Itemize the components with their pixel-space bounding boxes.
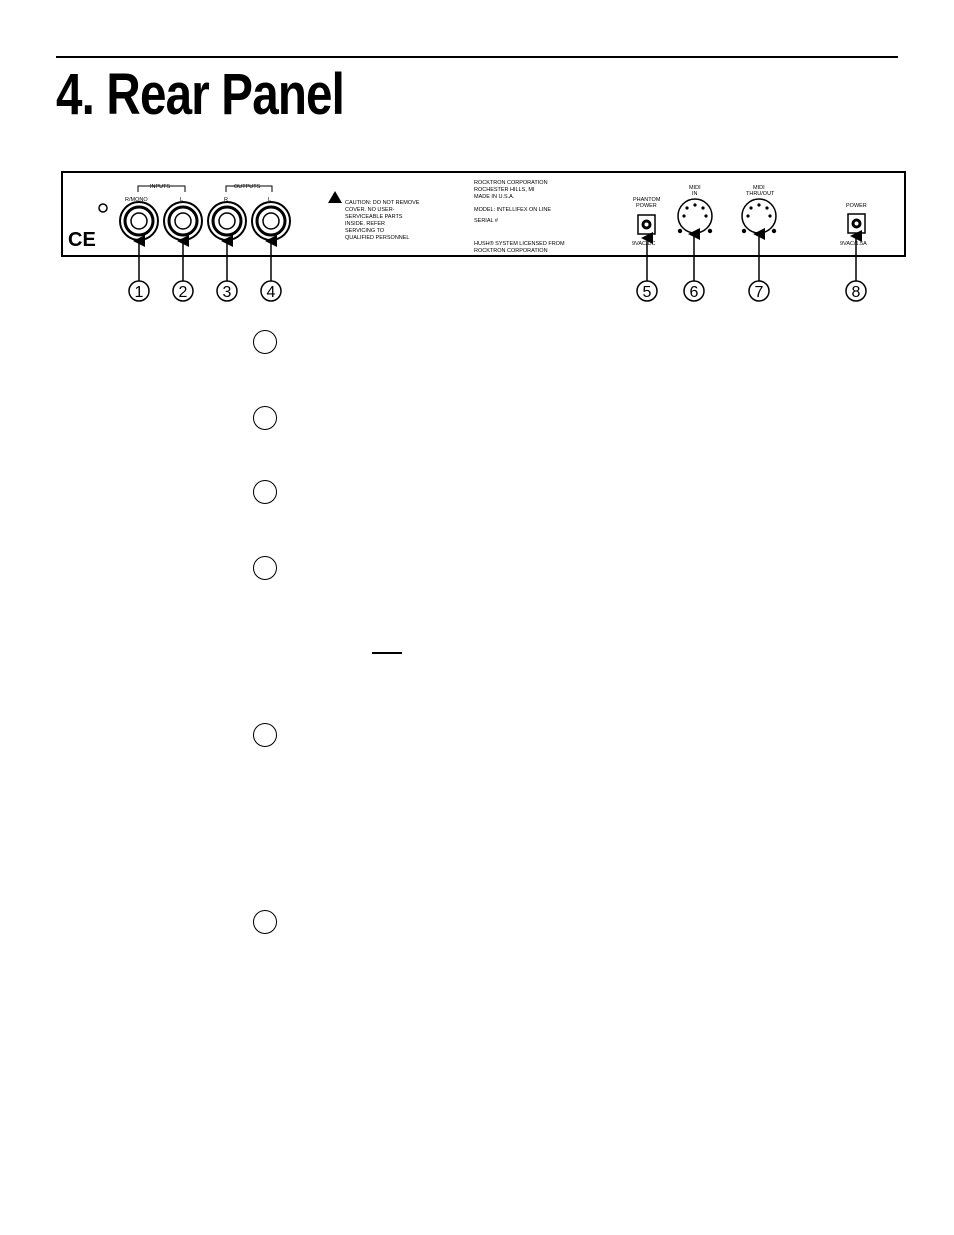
svg-text:QUALIFIED PERSONNEL: QUALIFIED PERSONNEL (345, 235, 410, 241)
svg-text:2: 2 (178, 284, 188, 301)
callout-2 (173, 281, 193, 301)
section-marker-6 (253, 910, 277, 934)
input-r-mono-label: R/MONO (125, 197, 148, 203)
svg-text:ROCHESTER HILLS, MI: ROCHESTER HILLS, MI (474, 187, 535, 193)
power-label: POWER (846, 203, 867, 209)
output-r-label: R (224, 197, 228, 203)
svg-text:COVER. NO USER-: COVER. NO USER- (345, 207, 395, 213)
svg-text:MADE IN U.S.A.: MADE IN U.S.A. (474, 194, 515, 200)
svg-text:1: 1 (134, 284, 144, 301)
svg-text:CAUTION: DO NOT REMOVE: CAUTION: DO NOT REMOVE (345, 200, 420, 206)
phantom-power-rating: 9VAC/DC (632, 241, 656, 247)
svg-text:HUSH® SYSTEM LICENSED FROM: HUSH® SYSTEM LICENSED FROM (474, 241, 565, 247)
svg-text:3: 3 (222, 284, 232, 301)
callout-7 (749, 281, 769, 301)
inputs-label: INPUTS (150, 184, 171, 190)
callout-8 (846, 281, 866, 301)
section-marker-5 (253, 723, 277, 747)
svg-text:5: 5 (642, 284, 652, 301)
svg-text:7: 7 (754, 284, 764, 301)
callout-1 (129, 281, 149, 301)
callout-4 (261, 281, 281, 301)
callout-6 (684, 281, 704, 301)
callout-3 (217, 281, 237, 301)
midi-in-label-line2: IN (692, 191, 698, 197)
section-marker-4 (253, 556, 277, 580)
underline-mark (372, 652, 402, 654)
callout-5 (637, 281, 657, 301)
rear-panel-diagram (0, 0, 954, 320)
midi-thru-label-line1: MIDI (753, 185, 765, 191)
section-marker-1 (253, 330, 277, 354)
output-l-label: L (268, 197, 272, 203)
input-l-label: L (180, 197, 184, 203)
outputs-label: OUTPUTS (234, 184, 261, 190)
svg-text:SERIAL #: SERIAL # (474, 218, 498, 224)
phantom-power-label-line1: PHANTOM (633, 197, 661, 203)
svg-text:INSIDE. REFER: INSIDE. REFER (345, 221, 386, 227)
midi-in-label-line1: MIDI (689, 185, 701, 191)
svg-text:SERVICEABLE PARTS: SERVICEABLE PARTS (345, 214, 403, 220)
svg-text:8: 8 (851, 284, 861, 301)
power-rating: 9VAC/1.5A (840, 241, 867, 247)
section-marker-2 (253, 406, 277, 430)
phantom-power-label-line2: POWER (636, 203, 657, 209)
svg-text:SERVICING TO: SERVICING TO (345, 228, 385, 234)
page-title: 4. Rear Panel (56, 62, 345, 127)
svg-text:4: 4 (266, 284, 276, 301)
ce-mark: CE (68, 229, 96, 251)
svg-text:6: 6 (689, 284, 699, 301)
section-marker-3 (253, 480, 277, 504)
svg-text:ROCKTRON CORPORATION: ROCKTRON CORPORATION (474, 248, 548, 254)
svg-text:MODEL: INTELLIFEX ON LINE: MODEL: INTELLIFEX ON LINE (474, 207, 552, 213)
svg-text:ROCKTRON CORPORATION: ROCKTRON CORPORATION (474, 180, 548, 186)
midi-thru-label-line2: THRU/OUT (746, 191, 775, 197)
